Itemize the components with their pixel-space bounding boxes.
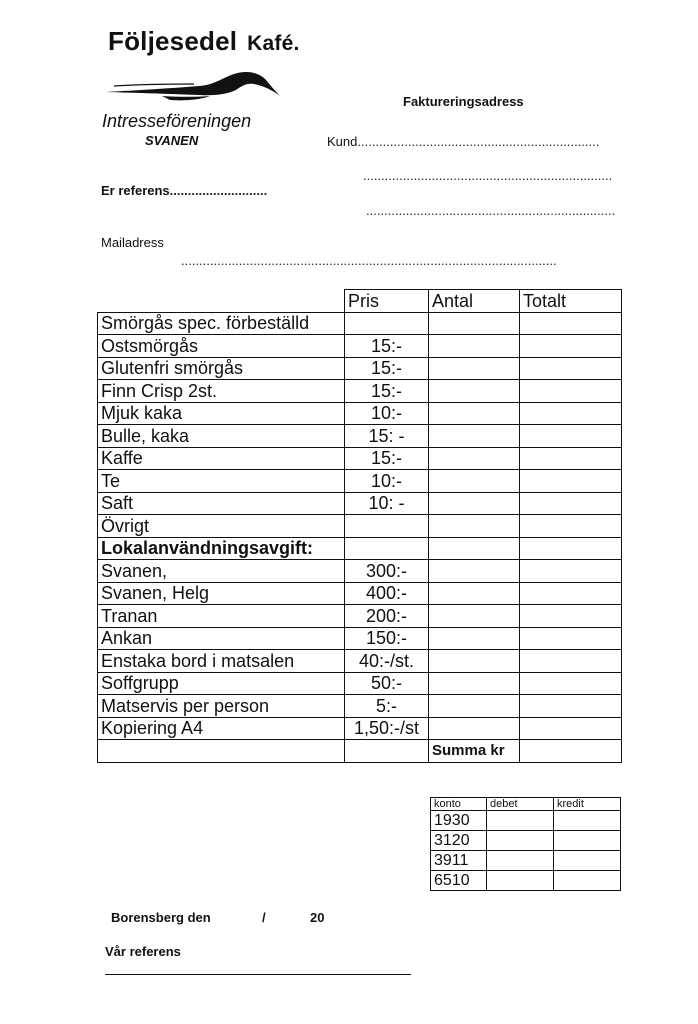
customer-field [327, 134, 599, 149]
item-quantity [429, 492, 520, 515]
kredit-cell [554, 831, 621, 851]
table-row [98, 492, 622, 515]
item-name: Soffgrupp [98, 672, 345, 695]
mail-label: Mailadress [101, 235, 164, 250]
item-total [520, 672, 622, 695]
reference-dots: ........................... [169, 183, 268, 198]
item-quantity [429, 672, 520, 695]
signature-line [105, 974, 411, 975]
item-price: 5:- [345, 695, 429, 718]
item-price: 10:- [345, 402, 429, 425]
billing-heading: Faktureringsadress [403, 94, 524, 109]
item-price: 15: - [345, 425, 429, 448]
header-totalt: Totalt [520, 290, 622, 313]
table-row [98, 582, 622, 605]
table-row [98, 335, 622, 358]
kredit-cell [554, 871, 621, 891]
item-price: 200:- [345, 605, 429, 628]
debet-header: debet [487, 798, 554, 811]
table-row [98, 357, 622, 380]
item-name: Mjuk kaka [98, 402, 345, 425]
item-name: Svanen, [98, 560, 345, 583]
price-table [97, 289, 622, 763]
item-quantity [429, 335, 520, 358]
item-quantity [429, 425, 520, 448]
address-line-2: ..................................................................... [363, 168, 613, 183]
item-total [520, 627, 622, 650]
item-quantity [429, 380, 520, 403]
place-date-label: Borensberg den [111, 910, 211, 925]
item-quantity [429, 515, 520, 538]
address-line-3: ..................................................................... [366, 203, 616, 218]
item-total [520, 582, 622, 605]
kredit-cell [554, 851, 621, 871]
table-row [98, 425, 622, 448]
item-quantity [429, 650, 520, 673]
table-row [98, 402, 622, 425]
item-price: 10:- [345, 470, 429, 493]
item-quantity [429, 627, 520, 650]
item-quantity [429, 605, 520, 628]
item-price: 300:- [345, 560, 429, 583]
item-price: 15:- [345, 335, 429, 358]
table-row [98, 605, 622, 628]
item-price [345, 515, 429, 538]
table-row [98, 312, 622, 335]
header-antal: Antal [429, 290, 520, 313]
customer-dots: ................................................................... [357, 134, 600, 149]
item-name: Tranan [98, 605, 345, 628]
konto-header-row [431, 798, 621, 811]
item-total [520, 717, 622, 740]
item-total [520, 402, 622, 425]
konto-number: 1930 [431, 811, 487, 831]
summa-label: Summa kr [429, 740, 520, 763]
item-total [520, 335, 622, 358]
item-quantity [429, 695, 520, 718]
item-price: 150:- [345, 627, 429, 650]
org-subname: SVANEN [145, 133, 199, 148]
header-pris: Pris [345, 290, 429, 313]
item-total [520, 537, 622, 560]
item-name: Te [98, 470, 345, 493]
konto-row [431, 811, 621, 831]
item-price: 15:- [345, 357, 429, 380]
item-quantity [429, 447, 520, 470]
table-header-row [98, 290, 622, 313]
item-price: 10: - [345, 492, 429, 515]
kredit-cell [554, 811, 621, 831]
item-total [520, 357, 622, 380]
item-name: Bulle, kaka [98, 425, 345, 448]
konto-number: 3911 [431, 851, 487, 871]
table-row [98, 695, 622, 718]
summa-empty-cell [98, 740, 345, 763]
customer-label: Kund [327, 134, 358, 149]
item-name: Kaffe [98, 447, 345, 470]
table-row [98, 380, 622, 403]
item-name: Matservis per person [98, 695, 345, 718]
item-quantity [429, 537, 520, 560]
document-title [108, 26, 300, 57]
item-price [345, 537, 429, 560]
item-total [520, 605, 622, 628]
item-name: Ankan [98, 627, 345, 650]
table-row [98, 470, 622, 493]
item-quantity [429, 560, 520, 583]
item-name: Lokalanvändningsavgift: [98, 537, 345, 560]
table-row [98, 537, 622, 560]
item-price: 400:- [345, 582, 429, 605]
our-reference-label: Vår referens [105, 944, 181, 959]
item-name: Glutenfri smörgås [98, 357, 345, 380]
item-total [520, 695, 622, 718]
org-name: Intresseföreningen [102, 111, 252, 131]
konto-row [431, 871, 621, 891]
summa-row [98, 740, 622, 763]
item-name: Finn Crisp 2st. [98, 380, 345, 403]
item-quantity [429, 717, 520, 740]
table-row [98, 560, 622, 583]
item-price: 15:- [345, 447, 429, 470]
debet-cell [487, 831, 554, 851]
swan-logo-icon [104, 66, 282, 111]
item-total [520, 312, 622, 335]
item-name: Saft [98, 492, 345, 515]
title-sub: Kafé. [247, 32, 300, 55]
title-main: Följesedel [108, 26, 238, 56]
item-quantity [429, 312, 520, 335]
konto-number: 6510 [431, 871, 487, 891]
table-row [98, 672, 622, 695]
table-row [98, 515, 622, 538]
table-row [98, 650, 622, 673]
reference-label: Er referens [101, 183, 170, 198]
date-year: 20 [310, 910, 325, 925]
debet-cell [487, 851, 554, 871]
item-total [520, 492, 622, 515]
item-price [345, 312, 429, 335]
table-row [98, 447, 622, 470]
konto-table [430, 797, 621, 891]
konto-header: konto [431, 798, 487, 811]
item-total [520, 470, 622, 493]
item-total [520, 447, 622, 470]
item-name: Enstaka bord i matsalen [98, 650, 345, 673]
konto-row [431, 831, 621, 851]
item-total [520, 380, 622, 403]
item-quantity [429, 470, 520, 493]
item-total [520, 425, 622, 448]
item-price: 50:- [345, 672, 429, 695]
header-empty-cell [98, 290, 345, 313]
konto-row [431, 851, 621, 871]
item-price: 40:-/st. [345, 650, 429, 673]
mail-dots: ........................................................................................................ [181, 253, 557, 268]
item-name: Ostsmörgås [98, 335, 345, 358]
summa-empty-cell [345, 740, 429, 763]
item-quantity [429, 582, 520, 605]
item-name: Övrigt [98, 515, 345, 538]
reference-field [101, 183, 267, 198]
item-quantity [429, 402, 520, 425]
item-name: Svanen, Helg [98, 582, 345, 605]
table-row [98, 717, 622, 740]
item-total [520, 560, 622, 583]
item-name: Smörgås spec. förbeställd [98, 312, 345, 335]
item-total [520, 650, 622, 673]
item-price: 1,50:-/st [345, 717, 429, 740]
table-row [98, 627, 622, 650]
kredit-header: kredit [554, 798, 621, 811]
summa-value [520, 740, 622, 763]
item-price: 15:- [345, 380, 429, 403]
konto-number: 3120 [431, 831, 487, 851]
date-slash: / [262, 910, 266, 925]
debet-cell [487, 871, 554, 891]
debet-cell [487, 811, 554, 831]
item-quantity [429, 357, 520, 380]
item-total [520, 515, 622, 538]
item-name: Kopiering A4 [98, 717, 345, 740]
